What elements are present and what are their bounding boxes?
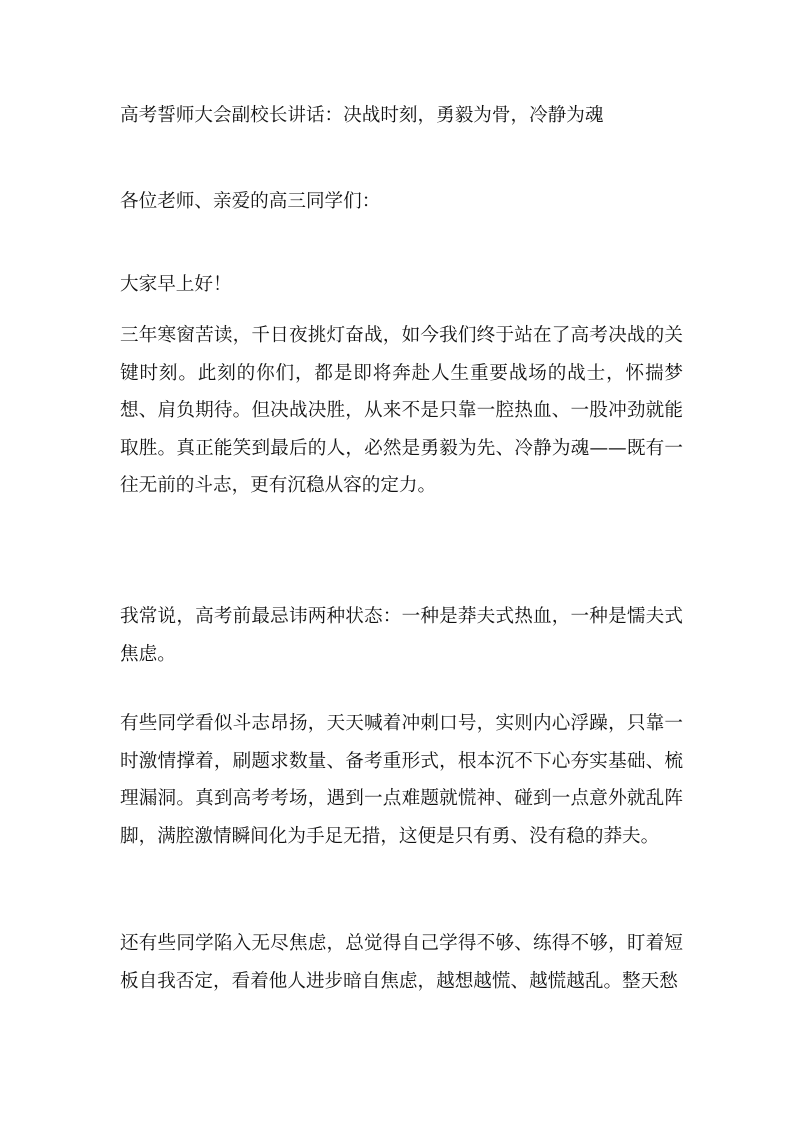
paragraph-opening: 三年寒窗苦读，千日夜挑灯奋战，如今我们终于站在了高考决战的关键时刻。此刻的你们，都是即将奔赴人生重要战场的战士，怀揣梦想、肩负期待。但决战决胜，从来不是只靠一腔热血、一股冲劲就能取胜。真正能笑到最后的人，必然是勇毅为先、冷静为魂——既有一往无前的斗志，更有沉稳从容的定力。 xyxy=(120,325,683,497)
paragraph-greeting: 大家早上好！ xyxy=(120,274,232,295)
paragraph-reckless: 有些同学看似斗志昂扬，天天喊着冲刺口号，实则内心浮躁，只靠一时激情撑着，刷题求数量、备考重形式，根本沉不下心夯实基础、梳理漏洞。真到高考考场，遇到一点难题就慌神、碰到一点意外就乱阵脚，满腔激情瞬间化为手足无措，这便是只有勇、没有稳的莽夫。 xyxy=(120,713,683,847)
speech-title: 高考誓师大会副校长讲话：决战时刻，勇毅为骨，冷静为魂 xyxy=(120,105,604,126)
paragraph-two-states: 我常说，高考前最忌讳两种状态：一种是莽夫式热血，一种是懦夫式焦虑。 xyxy=(120,606,683,665)
paragraph-salutation: 各位老师、亲爱的高三同学们： xyxy=(120,191,381,212)
paragraph-anxious: 还有些同学陷入无尽焦虑，总觉得自己学得不够、练得不够，盯着短板自我否定，看着他人进步暗自焦虑，越想越慌、越慌越乱。整天愁 xyxy=(120,933,683,992)
